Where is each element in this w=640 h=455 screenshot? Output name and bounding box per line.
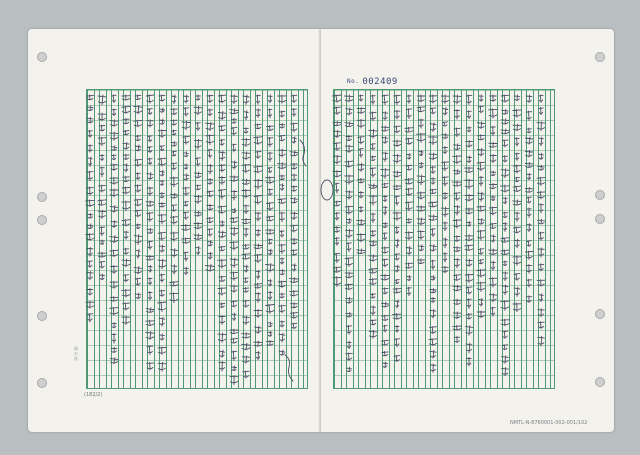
circled-annotation: [321, 180, 333, 200]
page-code: (182/2): [84, 392, 103, 398]
margin-mark: 前公社: [74, 346, 78, 361]
margin-scribble: [285, 355, 293, 381]
margin-scribble: [300, 140, 306, 166]
archive-code: NMTL-N-8760001-002-001/102: [510, 420, 588, 426]
handwritten-text-left: [86, 95, 299, 385]
serial-value: 002409: [362, 77, 398, 87]
handwritten-text-right: [333, 95, 546, 376]
serial-prefix: No.: [347, 78, 360, 85]
